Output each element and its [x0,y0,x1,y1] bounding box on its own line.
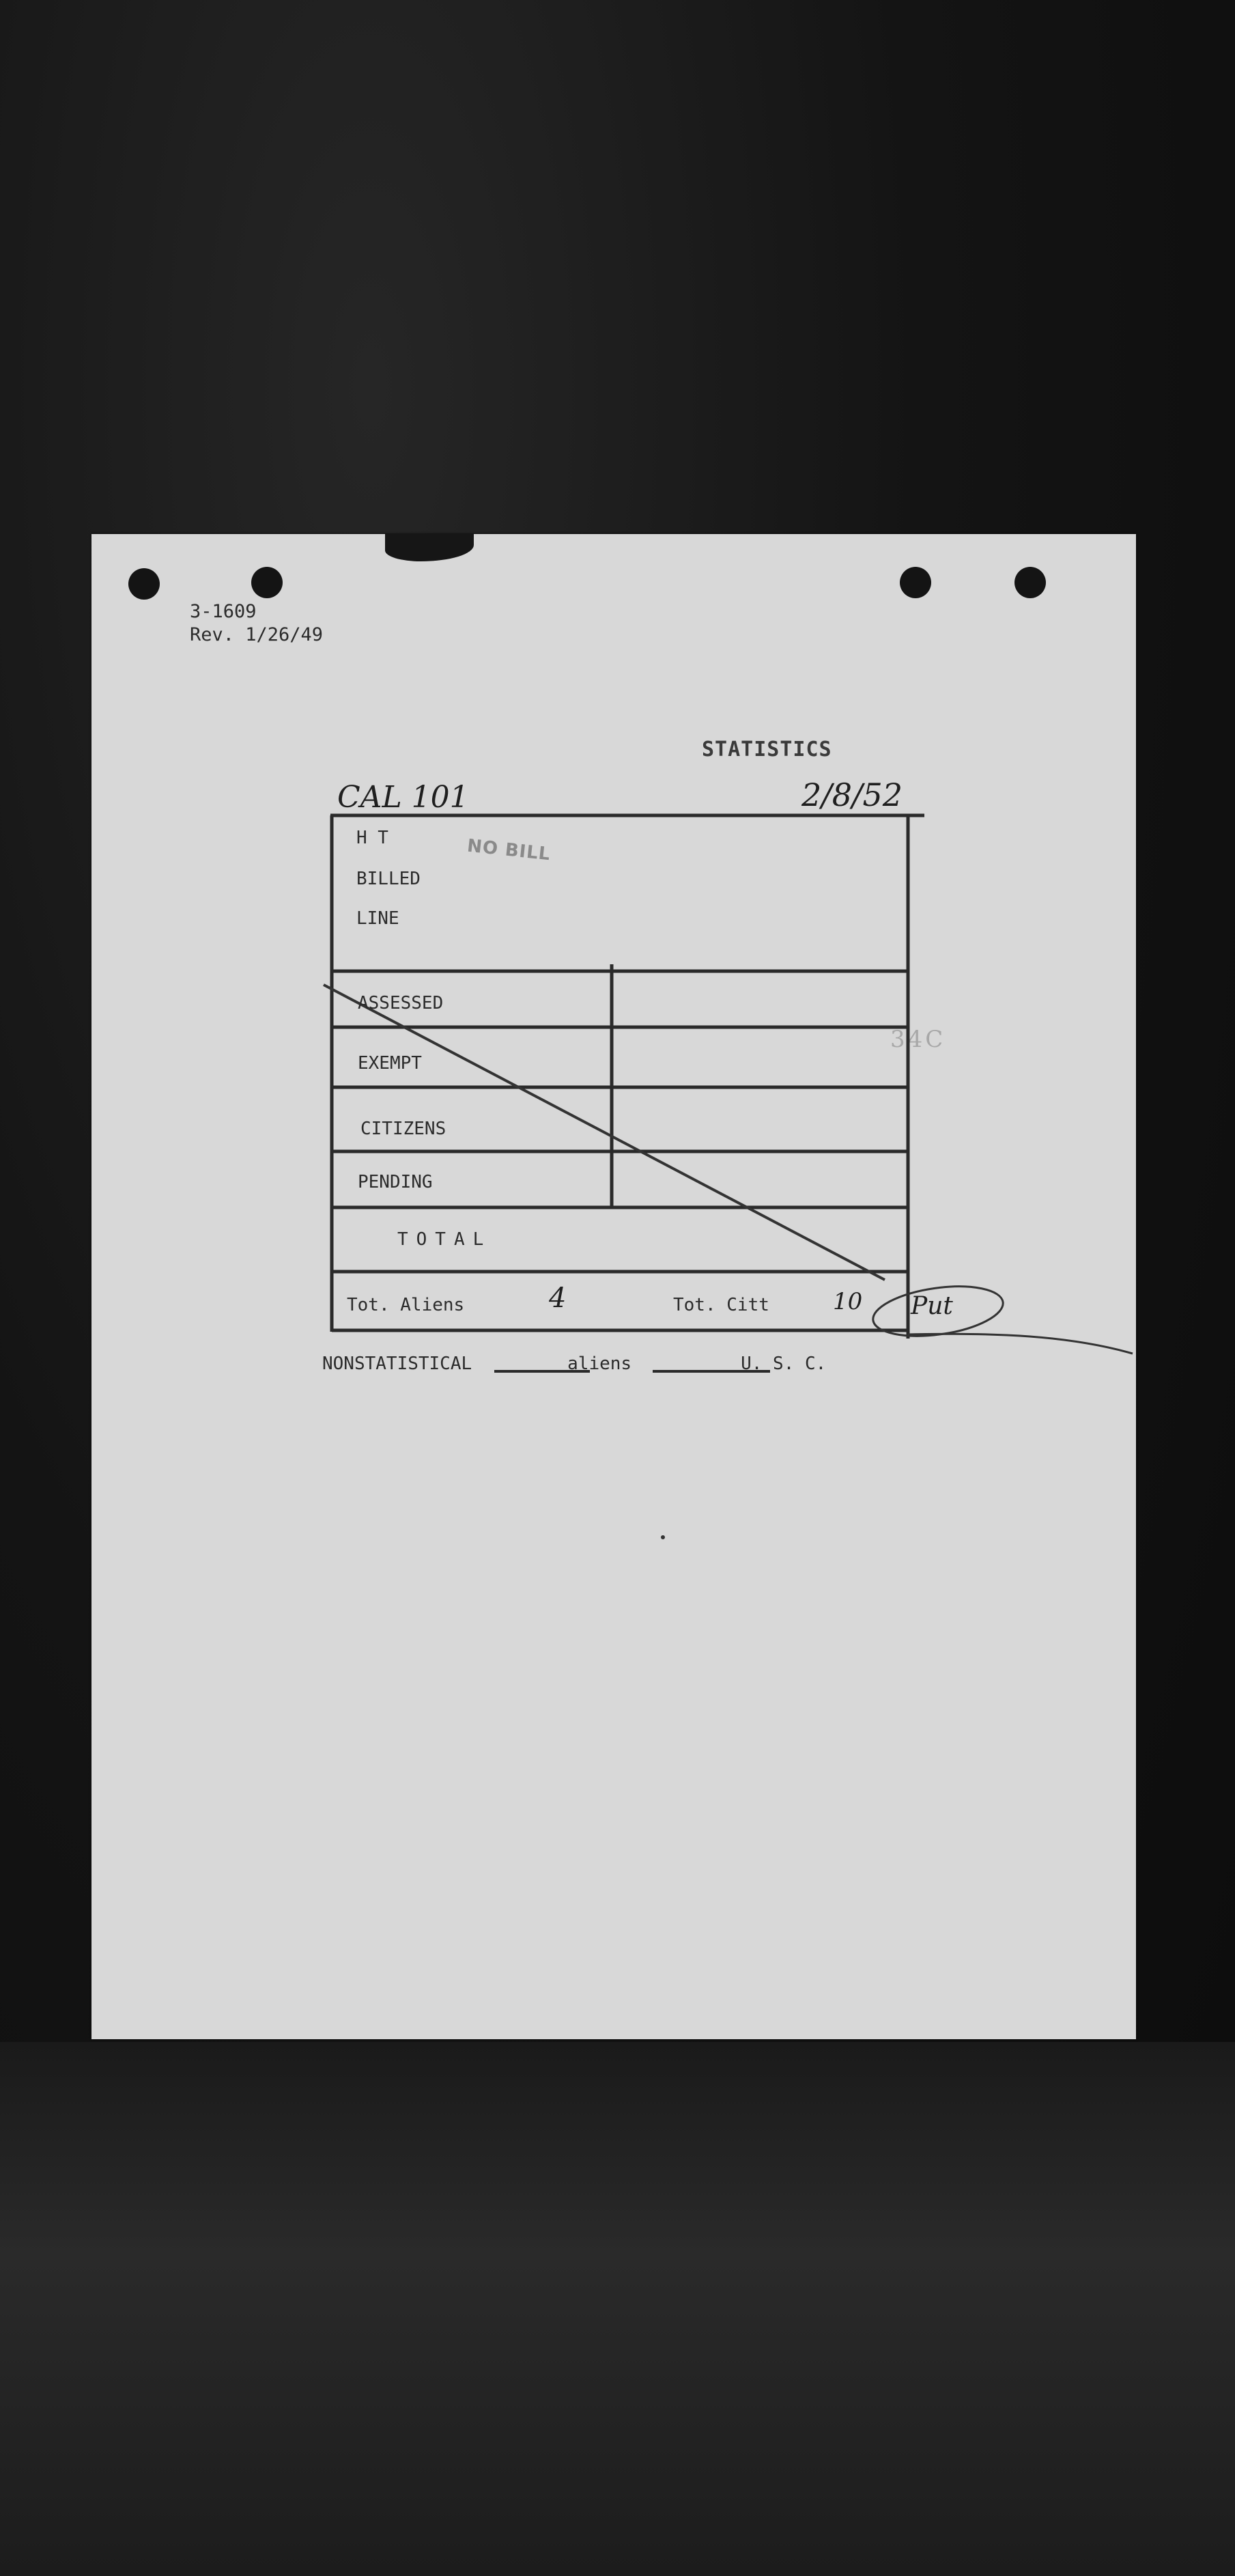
faint-stamp-mark: 34C [890,1026,946,1053]
header-line-2: BILLED [356,869,421,889]
nonstatistical-line [322,1354,826,1374]
document-page [91,534,1136,2039]
handwritten-initials: Put [911,1292,953,1320]
statistics-heading: STATISTICS [702,738,832,761]
row-assessed: ASSESSED [358,993,444,1013]
total-label: TOTAL [397,1229,492,1250]
aliens-label: aliens [567,1354,632,1374]
header-line-3: LINE [356,908,399,929]
handwritten-cal-number: CAL 101 [337,780,469,815]
nonstatistical-label: NONSTATISTICAL [322,1354,472,1374]
handwritten-citizens-count: 10 [833,1288,863,1315]
row-pending: PENDING [358,1172,433,1192]
form-code: 3-1609 [190,601,257,622]
header-line-1: H T [356,828,388,848]
handwritten-aliens-count: 4 [549,1283,567,1314]
tot-cit-label: Tot. Citt [673,1295,769,1315]
tot-aliens-label: Tot. Aliens [347,1295,465,1315]
handwritten-date: 2/8/52 [801,776,903,813]
scan-background-lower [0,2042,1235,2576]
form-table-lines [91,534,1136,2039]
paper-speck [661,1535,665,1539]
no-bill-stamp: NO BILL [466,835,552,865]
row-exempt: EXEMPT [358,1053,422,1074]
form-revision: Rev. 1/26/49 [190,624,324,645]
row-citizens: CITIZENS [360,1119,446,1139]
usc-label: U. S. C. [741,1354,827,1374]
